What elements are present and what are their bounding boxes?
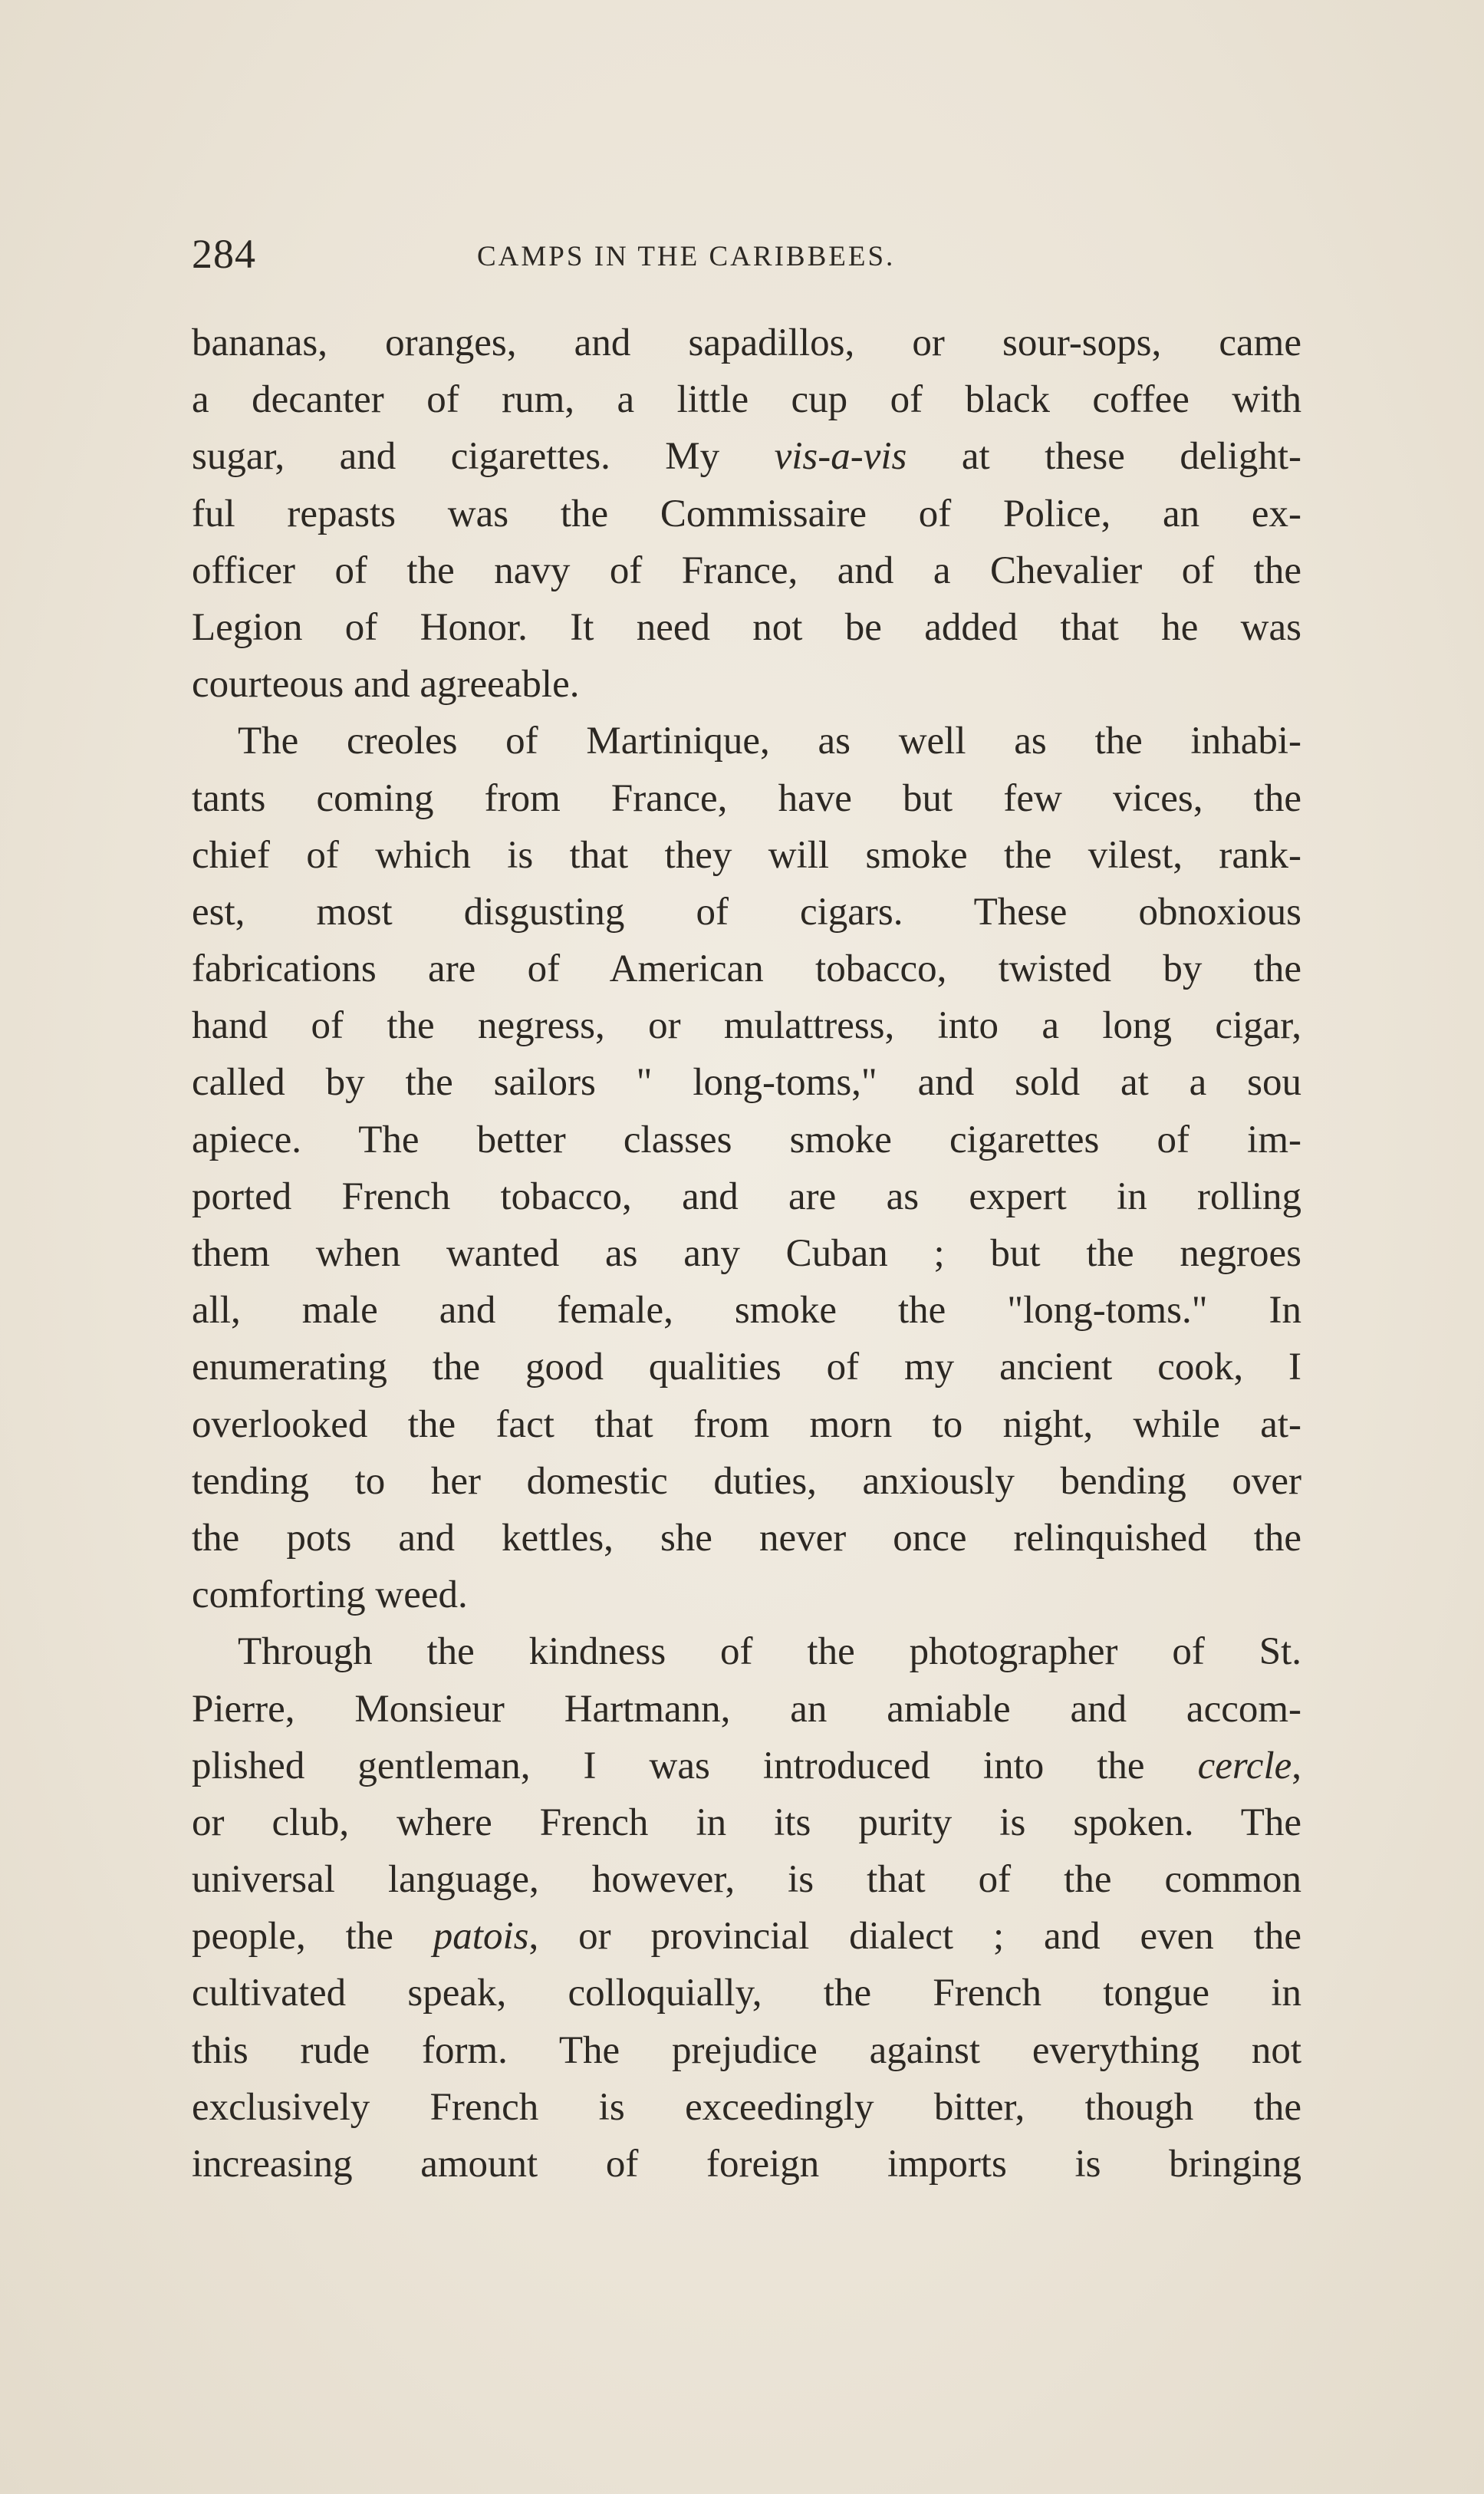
text-line: bananas, oranges, and sapadillos, or sour-sops, came	[192, 321, 1301, 364]
text-line: called by the sailors " long-toms," and sold at a sou	[192, 1061, 1301, 1105]
text-line: all, male and female, smoke the "long-toms." In	[192, 1289, 1301, 1333]
text-line: est, most disgusting of cigars. These obnoxious	[192, 890, 1301, 934]
text-line: comforting weed.	[192, 1573, 468, 1617]
running-head: CAMPS IN THE CARIBBEES.	[477, 241, 896, 272]
text-line: cultivated speak, colloquially, the French tongue in	[192, 1972, 1301, 2015]
text-line: hand of the negress, or mulattress, into a long cigar,	[192, 1004, 1301, 1048]
text-line: enumerating the good qualities of my ancient cook, I	[192, 1346, 1301, 1389]
text-line: overlooked the fact that from morn to night, while at-	[192, 1402, 1301, 1446]
page-header	[192, 227, 1301, 281]
text-line: Legion of Honor. It need not be added that he was	[192, 605, 1301, 649]
text-line: them when wanted as any Cuban ; but the negroes	[192, 1232, 1301, 1275]
text-line: exclusively French is exceedingly bitter, though the	[192, 2085, 1301, 2129]
text-line: ful repasts was the Commissaire of Police, an ex-	[192, 492, 1301, 535]
text-line: courteous and agreeable.	[192, 663, 580, 707]
text-line: people, the patois, or provincial dialect ; and even the	[192, 1915, 1301, 1959]
text-line: or club, where French in its purity is spoken. The	[192, 1800, 1301, 1844]
text-line: ported French tobacco, and are as expert in rolling	[192, 1175, 1301, 1218]
text-line: apiece. The better classes smoke cigarettes of im-	[192, 1118, 1301, 1161]
text-line: the pots and kettles, she never once relinquished the	[192, 1516, 1301, 1560]
text-line: universal language, however, is that of the common	[192, 1858, 1301, 1902]
text-line: chief of which is that they will smoke the vilest, rank-	[192, 833, 1301, 877]
page-number: 284	[192, 231, 256, 277]
text-line: this rude form. The prejudice against everything not	[192, 2028, 1301, 2072]
text-line: officer of the navy of France, and a Chevalier of the	[192, 549, 1301, 592]
text-line: plished gentleman, I was introduced into the cercle,	[192, 1744, 1301, 1787]
text-line: Pierre, Monsieur Hartmann, an amiable and accom-	[192, 1687, 1301, 1731]
text-line: sugar, and cigarettes. My vis-a-vis at these delight-	[192, 435, 1301, 479]
text-line: fabrications are of American tobacco, twisted by the	[192, 947, 1301, 991]
paragraph-start-line: Through the kindness of the photographer of St.	[238, 1630, 1301, 1674]
text-line: tants coming from France, have but few vices, the	[192, 776, 1301, 820]
text-line: increasing amount of foreign imports is bringing	[192, 2143, 1301, 2186]
text-line: tending to her domestic duties, anxiously bending over	[192, 1459, 1301, 1503]
paragraph-start-line: The creoles of Martinique, as well as the inhabi-	[238, 720, 1301, 763]
text-line: a decanter of rum, a little cup of black coffee with	[192, 378, 1301, 422]
body-text	[192, 315, 1301, 2193]
